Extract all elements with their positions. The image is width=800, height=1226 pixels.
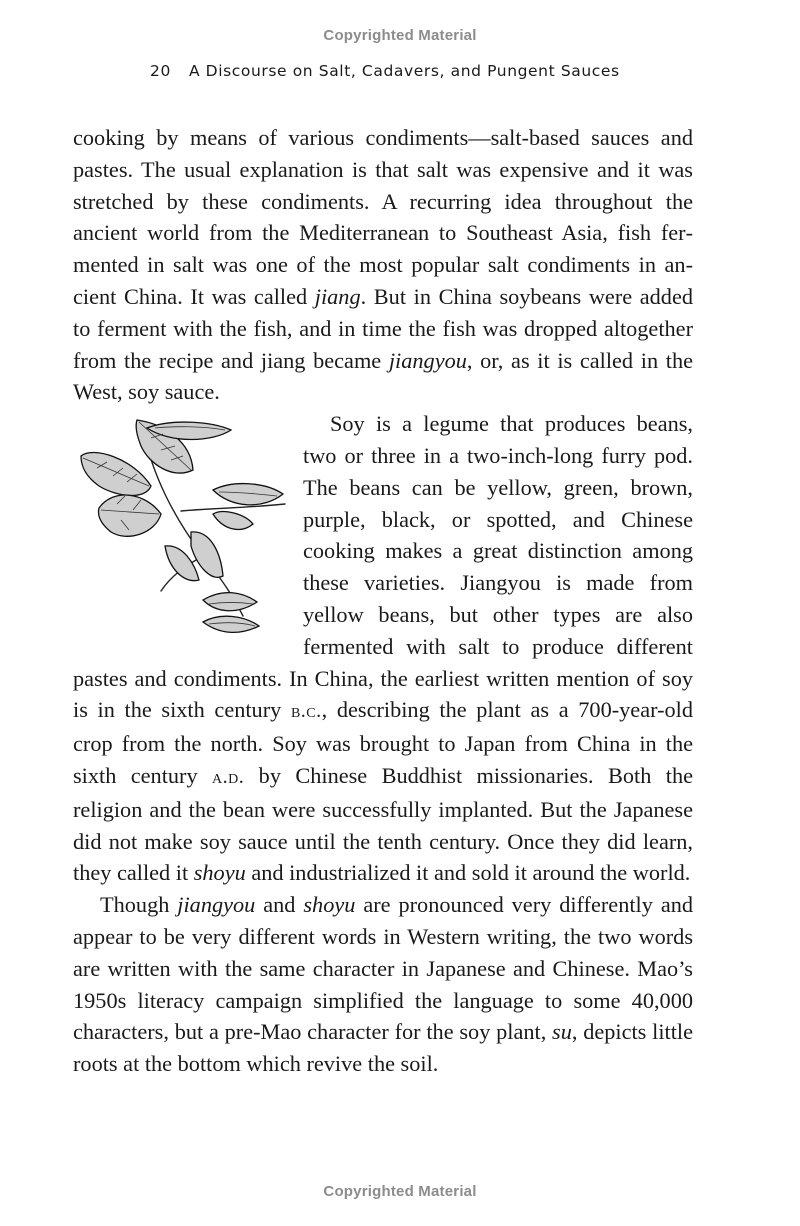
bean-pod [213, 484, 283, 505]
text-run: and [255, 892, 304, 918]
italic-term: jiang [314, 283, 361, 309]
text-run: , depicts little roots at the bottom which revive the soil. [73, 1019, 693, 1077]
text-run: , or, as it is called in the West, soy sauce. [73, 347, 693, 405]
italic-term: jiangyou [388, 347, 467, 373]
body-text [73, 122, 693, 1080]
text-run: and industrialized it and sold it around the world. [245, 860, 691, 886]
italic-term: shoyu [193, 860, 246, 886]
soybean-plant-drawing [73, 416, 299, 638]
era-abbreviation: b.c. [290, 700, 322, 723]
text-run: Though [100, 892, 178, 918]
italic-term: shoyu [303, 892, 356, 918]
paragraph-3 [73, 889, 693, 1080]
running-header [150, 62, 620, 80]
paragraph-2 [73, 408, 693, 889]
italic-term: jiangyou [177, 892, 256, 918]
era-abbreviation: a.d. [212, 765, 245, 788]
soybean-plant-illustration [73, 416, 299, 638]
bean-pod [203, 593, 257, 611]
text-run: , describing the plant as a 700-year-old crop from the north. Soy was brought to Japan from China in the sixth century [73, 697, 693, 788]
bean-pod [213, 512, 253, 530]
text-run: Soy is a legume that produces beans, two or three in a two-inch-long furry pod. The beans can be yellow, green, brown, purple, black, or spotted, and Chinese cooking makes a great distinction among these varieties. Jiangyou is made from yellow beans, but other types are also fermented with salt to produce different pastes and condiments. In China, the earliest written mention of soy is in the sixth century [73, 411, 693, 723]
plant-stem-branch [181, 504, 285, 511]
italic-term: su [552, 1019, 572, 1045]
text-run: cooking by means of various condiments—salt-based sauces and pastes. The usual explanation is that salt was expensive and it was stretched by these condiments. A recurring idea throughout the ancient world from the Mediterranean to Southeast Asia, fish fermented in salt was one of the most popular salt condiments in ancient China. It was called [73, 125, 693, 309]
copyright-watermark-bottom: Copyrighted Material [323, 1183, 477, 1200]
text-run: . But in China soybeans were added to ferment with the fish, and in time the fish was dropped altogether from the recipe and jiang became [73, 283, 693, 373]
text-run: by Chinese Buddhist missionaries. Both the religion and the bean were successfully implanted. But the Japanese did not make soy sauce until the tenth century. Once they did learn, they called it [73, 762, 693, 886]
running-title: A Discourse on Salt, Cadavers, and Pungent Sauces [188, 62, 620, 80]
leaf [99, 495, 162, 536]
page-number: 20 [150, 62, 171, 80]
text-run: are pronounced very differently and appear to be very different words in Western writing, the two words are written with the same character in Japanese and Chinese. Mao’s 1950s literacy campaign simplified the language to some 40,000 characters, but a pre-Mao character for the soy plant, [73, 892, 694, 1045]
paragraph-1 [73, 122, 693, 408]
bean-pod [203, 616, 259, 632]
copyright-watermark-top: Copyrighted Material [323, 27, 477, 44]
